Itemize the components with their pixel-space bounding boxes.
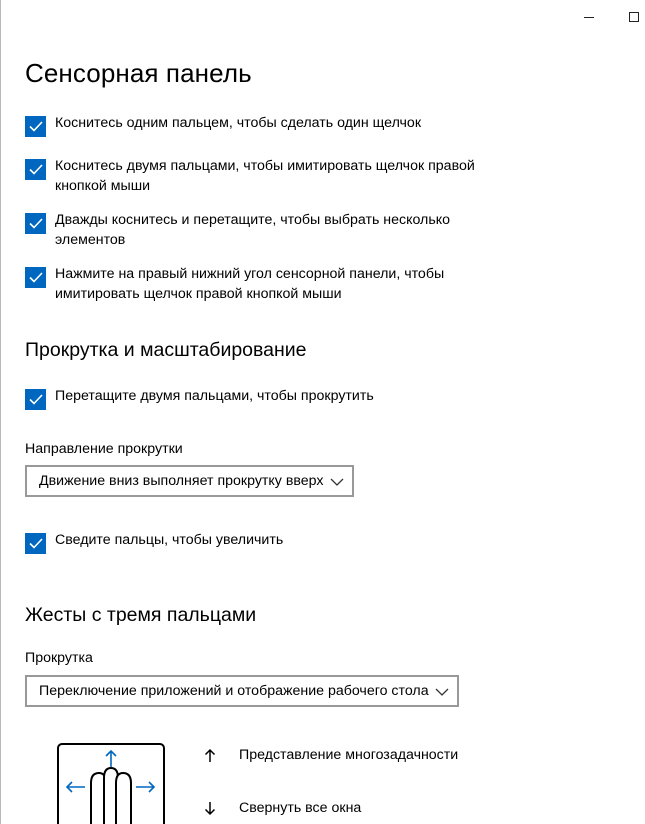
tap-two-fingers-label: Коснитесь двумя пальцами, чтобы имитировать щелчок правой кнопкой мыши (55, 158, 475, 194)
touchpad-gesture-illustration (57, 743, 165, 824)
arrow-down-icon (202, 801, 218, 816)
gesture-down-label: Свернуть все окна (239, 800, 362, 816)
minimize-icon (584, 17, 594, 18)
scroll-direction-select[interactable] (25, 465, 354, 497)
tap-one-finger-label: Коснитесь одним пальцем, чтобы сделать один щелчок (55, 115, 422, 131)
swipe-label: Прокрутка (25, 650, 93, 666)
chevron-down-icon (435, 685, 449, 701)
swipe-select[interactable] (25, 675, 459, 707)
checkbox-checked-icon[interactable] (25, 116, 46, 137)
tap-two-fingers-checkbox[interactable] (25, 156, 485, 196)
pinch-zoom-checkbox[interactable] (25, 530, 485, 554)
hand-icon (91, 768, 131, 824)
swipe-value: Переключение приложений и отображение рабочего стола (39, 683, 429, 699)
checkbox-checked-icon[interactable] (25, 159, 46, 180)
maximize-icon (629, 12, 639, 22)
arrow-up-icon (106, 751, 116, 767)
checkbox-checked-icon[interactable] (25, 389, 46, 410)
arrow-right-icon (136, 782, 154, 792)
gesture-up-label: Представление многозадачности (239, 747, 459, 763)
pinch-zoom-label: Сведите пальцы, чтобы увеличить (55, 532, 284, 548)
corner-right-click-checkbox[interactable] (25, 264, 485, 304)
gesture-up-item (202, 747, 458, 763)
page-title: Сенсорная панель (25, 58, 252, 88)
tap-one-finger-checkbox[interactable] (25, 113, 485, 137)
window-left-border (0, 0, 1, 824)
three-finger-heading: Жесты с тремя пальцами (25, 604, 257, 626)
arrow-left-icon (67, 782, 85, 792)
maximize-button[interactable] (624, 6, 644, 28)
minimize-button[interactable] (578, 6, 600, 28)
double-tap-drag-label: Дважды коснитесь и перетащите, чтобы выбрать несколько элементов (55, 212, 450, 248)
drag-two-fingers-label: Перетащите двумя пальцами, чтобы прокрутить (55, 388, 374, 404)
scroll-direction-label: Направление прокрутки (25, 441, 183, 457)
scroll-direction-value: Движение вниз выполняет прокрутку вверх (39, 473, 324, 489)
scroll-zoom-heading: Прокрутка и масштабирование (25, 339, 307, 361)
drag-two-fingers-checkbox[interactable] (25, 386, 485, 410)
double-tap-drag-checkbox[interactable] (25, 210, 485, 250)
gesture-down-item (202, 800, 361, 816)
checkbox-checked-icon[interactable] (25, 533, 46, 554)
checkbox-checked-icon[interactable] (25, 267, 46, 288)
arrow-up-icon (202, 748, 218, 763)
corner-right-click-label: Нажмите на правый нижний угол сенсорной панели, чтобы имитировать щелчок правой кнопкой мыши (55, 266, 445, 302)
chevron-down-icon (330, 475, 344, 491)
checkbox-checked-icon[interactable] (25, 213, 46, 234)
